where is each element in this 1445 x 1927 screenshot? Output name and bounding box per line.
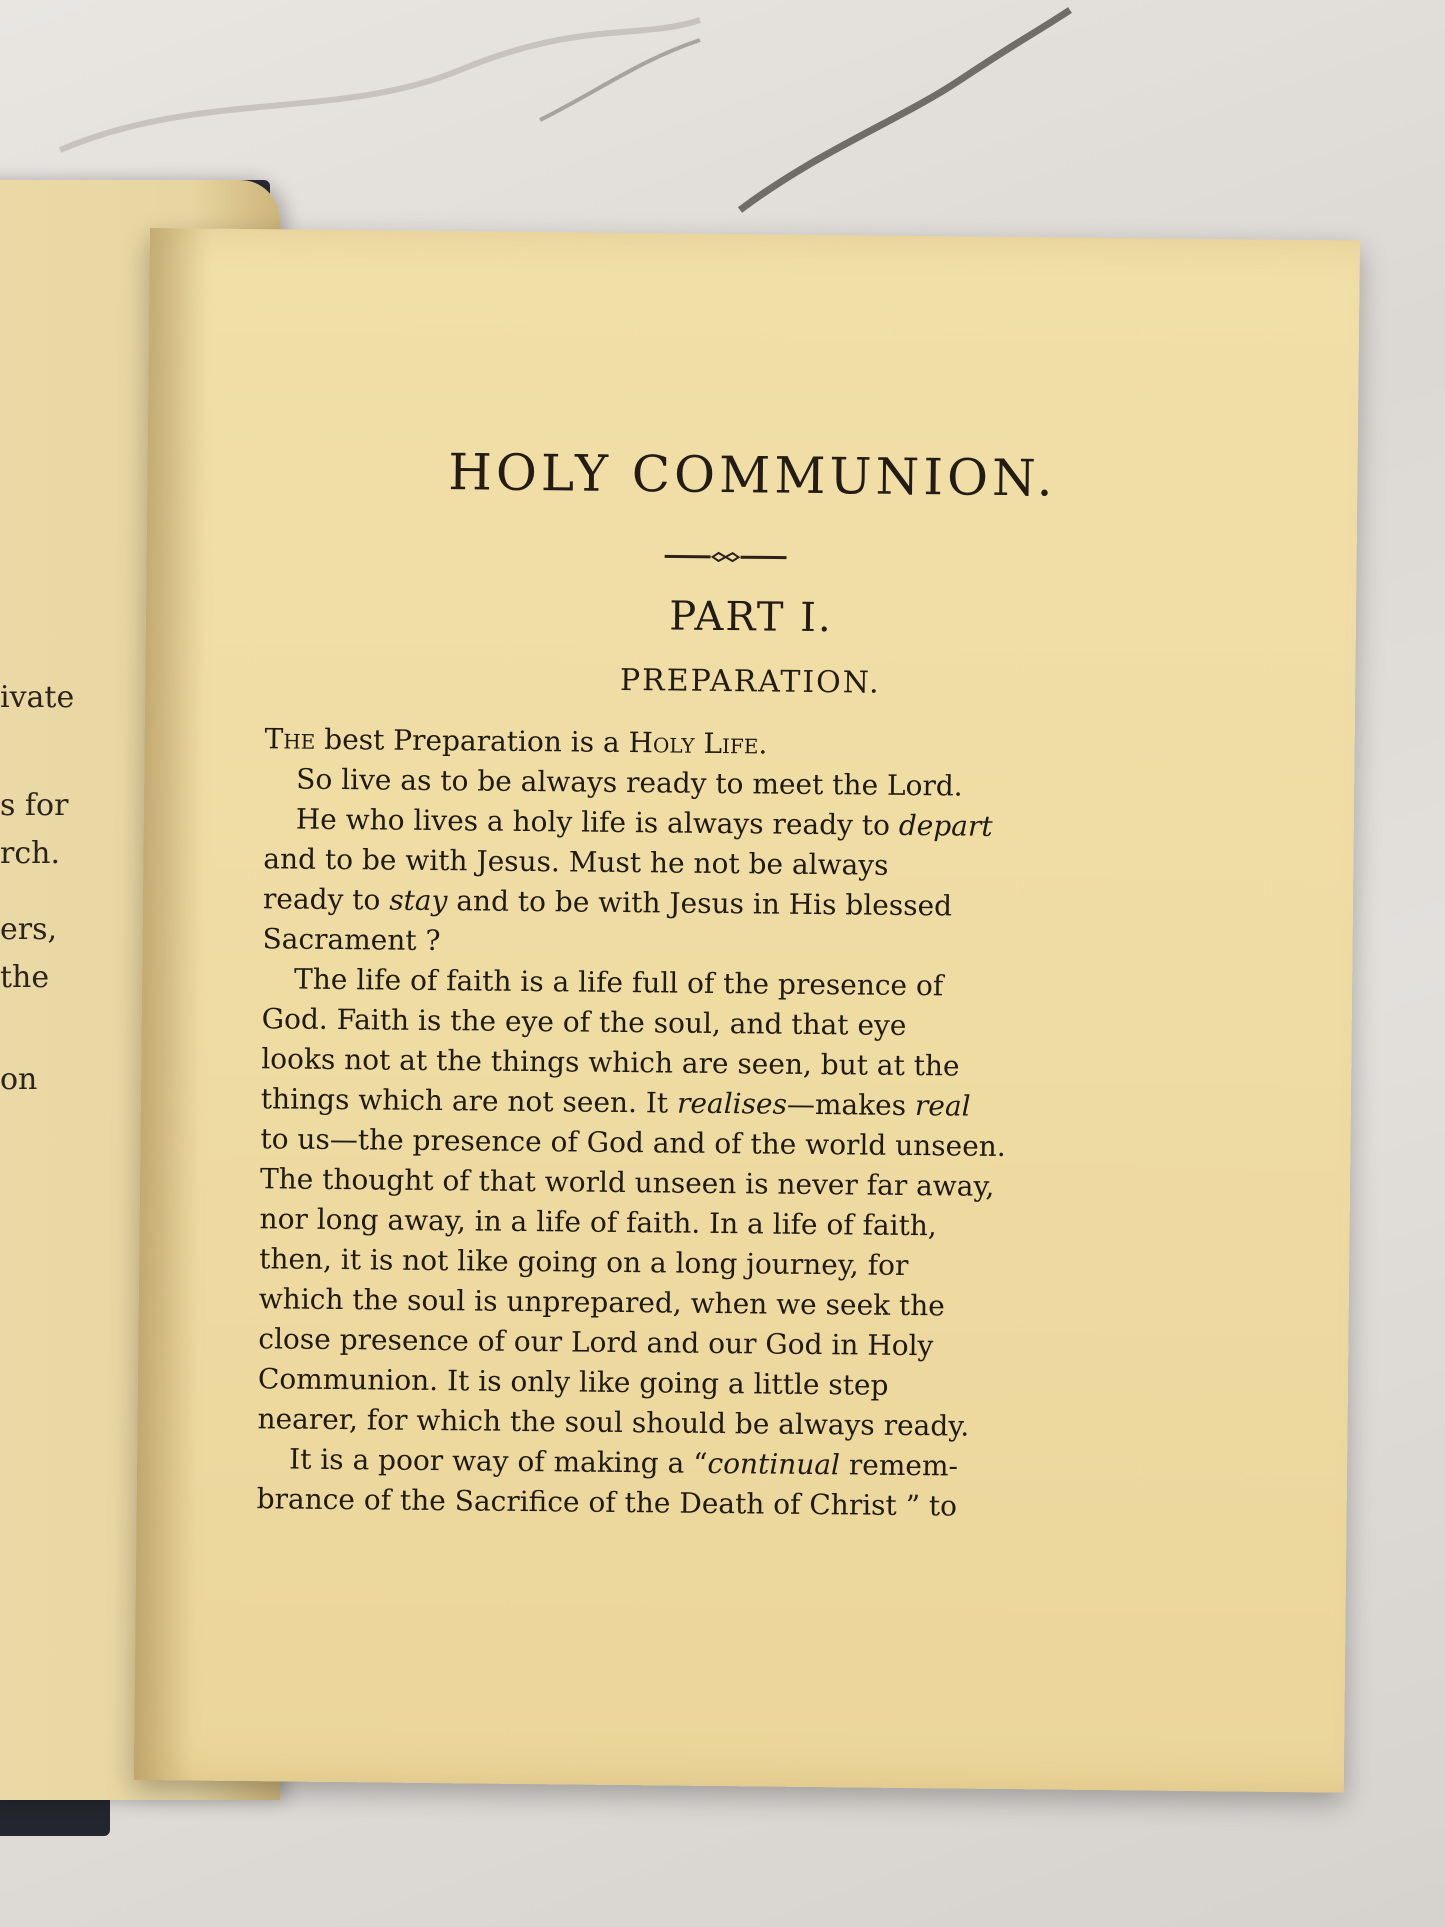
- paragraph-line: The thought of that world unseen is never far away,: [259, 1162, 995, 1203]
- text-span: and to be with Jesus in His blessed: [447, 884, 953, 923]
- ornament-rule-icon: [665, 549, 787, 564]
- small-caps-phrase: Holy Life: [628, 726, 759, 761]
- text-span: .: [758, 727, 768, 761]
- left-page-fragment: s for: [0, 788, 69, 823]
- paragraph-line: Communion. It is only like going a little step: [257, 1362, 889, 1402]
- paragraph-line: Sacrament ?: [262, 922, 441, 958]
- text-span: things which are not seen. It: [260, 1082, 678, 1120]
- paragraph-line: then, it is not like going on a long journey, for: [259, 1242, 909, 1282]
- right-page: [134, 228, 1360, 1793]
- text-span: —makes: [786, 1087, 916, 1123]
- text-span: remem-: [839, 1448, 959, 1483]
- left-page-fragment: on: [0, 1062, 38, 1097]
- italic-word: continual: [707, 1446, 841, 1482]
- left-page-fragment: the: [0, 960, 50, 995]
- paragraph-line: nearer, for which the soul should be always ready.: [257, 1402, 970, 1443]
- text-span: ready to: [262, 882, 390, 917]
- small-caps-lead: The: [264, 722, 316, 756]
- paragraph-line: close presence of our Lord and our God in Holy: [258, 1322, 934, 1363]
- text-span: It is a poor way of making a “: [288, 1442, 708, 1480]
- paragraph-line: God. Faith is the eye of the soul, and that eye: [261, 1002, 907, 1042]
- page-title: HOLY COMMUNION.: [448, 443, 1057, 508]
- italic-word: depart: [898, 808, 993, 843]
- section-heading: PREPARATION.: [619, 662, 881, 701]
- italic-word: real: [914, 1089, 971, 1123]
- text-span: best Preparation is a: [315, 722, 629, 760]
- paragraph-line: nor long away, in a life of faith. In a life of faith,: [259, 1202, 937, 1243]
- left-page-fragment: ivate: [0, 680, 75, 715]
- paragraph-line: brance of the Sacrifice of the Death of Christ ” to: [256, 1482, 958, 1523]
- text-span: He who lives a holy life is always ready to: [295, 802, 900, 842]
- paragraph-line: The life of faith is a life full of the presence of: [293, 962, 944, 1003]
- italic-word: stay: [389, 883, 448, 918]
- paragraph-line: and to be with Jesus. Must he not be always: [263, 842, 889, 882]
- paragraph-line: So live as to be always ready to meet the Lord.: [296, 762, 963, 803]
- paragraph-line: looks not at the things which are seen, but at the: [261, 1042, 960, 1083]
- body-text: [256, 719, 1124, 1528]
- left-page-fragment: rch.: [0, 836, 60, 871]
- italic-word: realises: [676, 1086, 788, 1121]
- left-page-fragment: ers,: [0, 912, 58, 947]
- part-heading: PART I.: [668, 593, 833, 642]
- paragraph-line: to us—the presence of God and of the world unseen.: [260, 1122, 1006, 1164]
- paragraph-line: which the soul is unprepared, when we seek the: [258, 1282, 946, 1323]
